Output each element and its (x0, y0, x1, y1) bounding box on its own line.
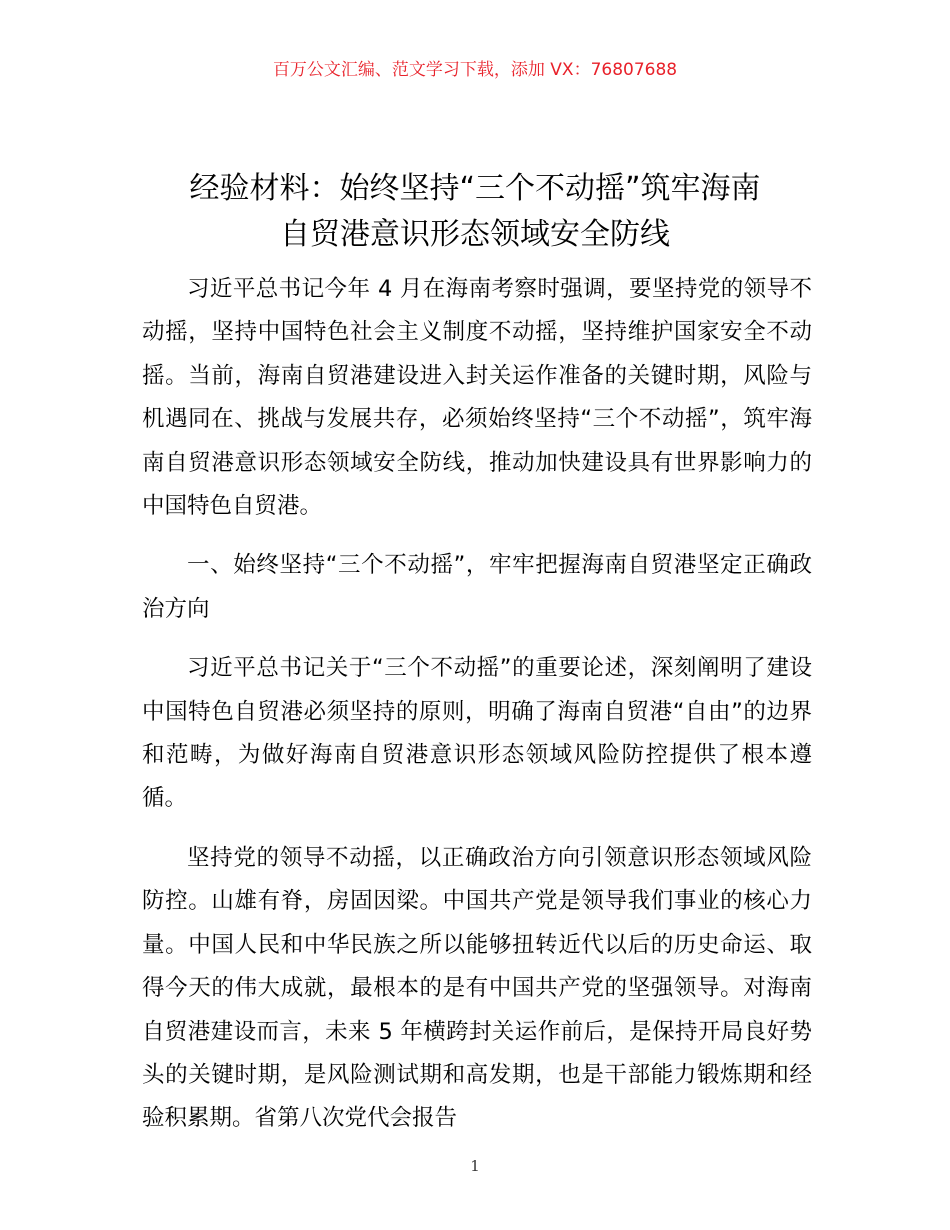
header-banner: 百万公文汇编、范文学习下载，添加 VX：76807688 (272, 60, 678, 80)
paragraph-party-leadership: 坚持党的领导不动摇，以正确政治方向引领意识形态领域风险防控。山雄有脊，房固因梁。中国共产党是领导我们事业的核心力量。中国人民和中华民族之所以能够扭转近代以后的历史命运、取得今天的伟大成就，最根本的是有中国共产党的坚强领导。对海南自贸港建设而言，未来 5 年横跨封关运作前后，是保持开局良好势头的关键时期，是风险测试期和高发期，也是干部能力锻炼期和经验积累期。省第八次党代会报告 (142, 844, 812, 1132)
title-line-1: 经验材料：始终坚持“三个不动摇”筑牢海南 (189, 171, 761, 206)
title-line-2: 自贸港意识形态领域安全防线 (280, 217, 670, 252)
document-title (110, 166, 840, 258)
paragraph-intro: 习近平总书记今年 4 月在海南考察时强调，要坚持党的领导不动摇，坚持中国特色社会主义制度不动摇，坚持维护国家安全不动摇。当前，海南自贸港建设进入封关运作准备的关键时期，风险与机遇同在、挑战与发展共存，必须始终坚持“三个不动摇”，筑牢海南自贸港意识形态领域安全防线，推动加快建设具有世界影响力的中国特色自贸港。 (142, 276, 812, 520)
page-number: 1 (470, 1157, 480, 1175)
document-body (142, 268, 812, 1141)
paragraph-section-1: 习近平总书记关于“三个不动摇”的重要论述，深刻阐明了建设中国特色自贸港必须坚持的原则，明确了海南自贸港“自由”的边界和范畴，为做好海南自贸港意识形态领域风险防控提供了根本遵循。 (142, 655, 812, 812)
section-heading-1: 一、始终坚持“三个不动摇”，牢牢把握海南自贸港坚定正确政治方向 (142, 552, 812, 622)
